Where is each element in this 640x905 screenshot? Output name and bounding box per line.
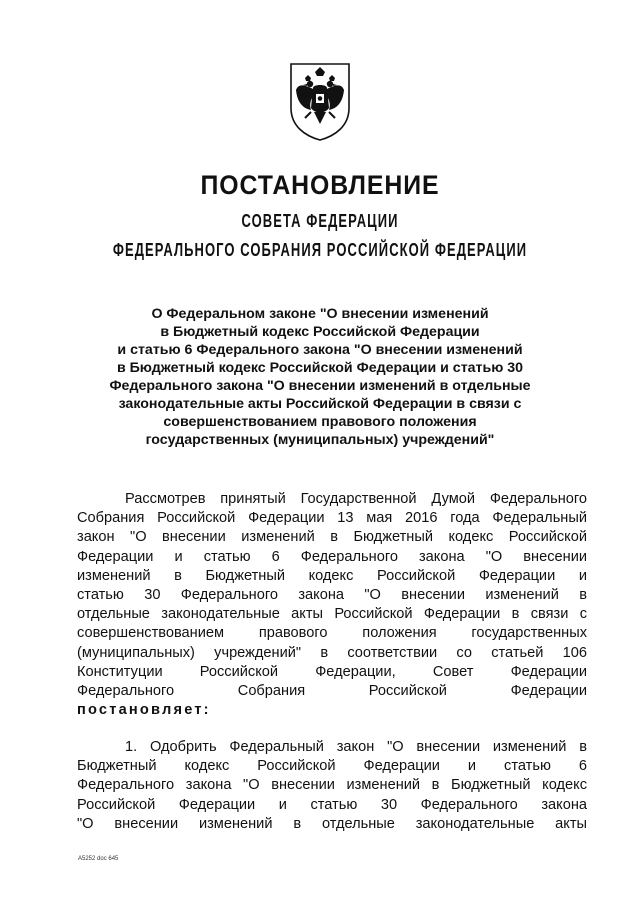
- body-paragraph-2: [77, 738, 587, 834]
- heading-line: законодательные акты Российской Федерации в связи с: [118, 396, 522, 412]
- body-line: совершенствованием правового положения государственных: [77, 625, 587, 642]
- body-line: Бюджетный кодекс Российской Федерации и статью 6: [77, 758, 587, 775]
- resolves-word: постановляет:: [77, 702, 211, 719]
- heading-line: и статью 6 Федерального закона "О внесении изменений: [117, 342, 523, 358]
- body-line: "О внесении изменений в отдельные законодательные акты: [77, 815, 587, 832]
- body-line: закон "О внесении изменений в Бюджетный кодекс Российской: [77, 529, 587, 546]
- coat-of-arms-icon: [287, 62, 353, 142]
- body-line: статью 30 Федерального закона "О внесении изменений в: [77, 587, 587, 604]
- body-paragraph-1: [77, 490, 587, 720]
- issuing-body-line-1: СОВЕТА ФЕДЕРАЦИИ: [241, 211, 399, 231]
- body-line: Конституции Российской Федерации, Совет Федерации: [77, 663, 587, 680]
- body-line: изменений в Бюджетный кодекс Российской Федерации и: [77, 567, 587, 584]
- heading-line: совершенствованием правового положения: [163, 414, 477, 430]
- body-line: (муниципальных) учреждений" в соответствии со статьей 106: [77, 644, 587, 661]
- body-line: Рассмотрев принятый Государственной Думой Федерального: [125, 491, 587, 507]
- body-line: отдельные законодательные акты Российской Федерации в связи с: [77, 606, 587, 623]
- heading-line: государственных (муниципальных) учреждений": [145, 432, 495, 448]
- resolution-heading: [88, 305, 552, 449]
- heading-line: О Федеральном законе "О внесении изменений: [151, 306, 489, 322]
- body-line: Федерального закона "О внесении изменений в Бюджетный кодекс: [77, 777, 587, 794]
- heading-line: Федерального закона "О внесении изменений в отдельные: [109, 378, 531, 394]
- heading-line: в Бюджетный кодекс Российской Федерации: [160, 324, 480, 340]
- body-line: Федерации и статью 6 Федерального закона "О внесении: [77, 548, 587, 565]
- issuing-body-line-2: ФЕДЕРАЛЬНОГО СОБРАНИЯ РОССИЙСКОЙ ФЕДЕРАЦИИ: [112, 240, 528, 260]
- document-type-title: ПОСТАНОВЛЕНИЕ: [200, 170, 440, 200]
- body-line: Собрания Российской Федерации 13 мая 2016 года Федеральный: [77, 510, 587, 527]
- body-line: 1. Одобрить Федеральный закон "О внесении изменений в: [125, 739, 587, 755]
- body-line: Российской Федерации и статью 30 Федерального закона: [77, 796, 587, 813]
- heading-line: в Бюджетный кодекс Российской Федерации и статью 30: [116, 360, 524, 376]
- body-line: Федерального Собрания Российской Федерации: [77, 683, 587, 700]
- document-code: А5252 doc 645: [78, 856, 119, 862]
